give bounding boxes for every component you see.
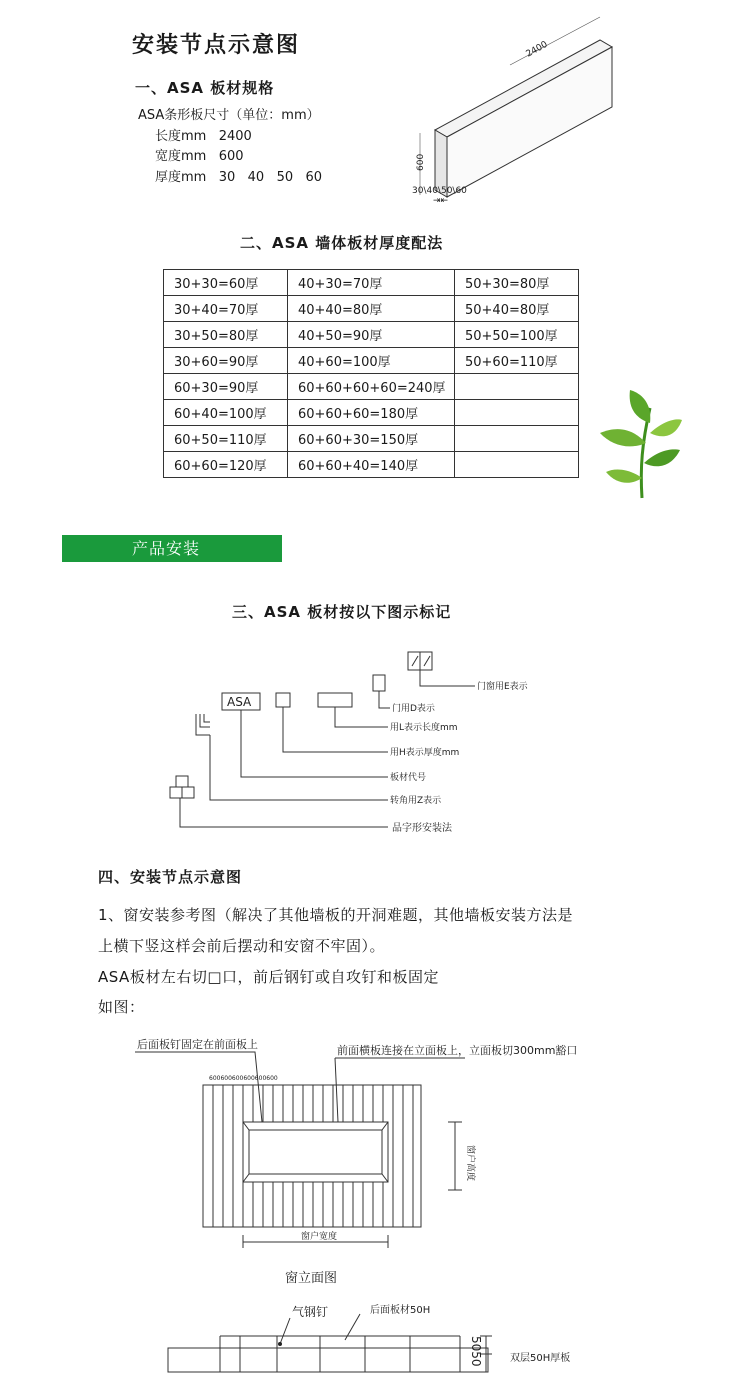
table-cell: 30+30=60厚: [164, 270, 288, 296]
window-caption: 窗立面图: [285, 1271, 338, 1286]
table-cell: 60+60+40=140厚: [288, 452, 455, 478]
section3-heading: 三、ASA 板材按以下图示标记: [232, 603, 452, 621]
table-row: [164, 374, 579, 400]
window-height-label: 窗户高度: [465, 1145, 475, 1182]
table-cell: 40+60=100厚: [288, 348, 455, 374]
table-row: [164, 426, 579, 452]
table-cell: 60+60+30=150厚: [288, 426, 455, 452]
annotation-h: 用H表示厚度mm: [390, 748, 460, 758]
table-cell: [455, 400, 579, 426]
spec-line-1: ASA条形板尺寸（单位：mm）: [138, 108, 320, 123]
table-cell: 60+50=110厚: [164, 426, 288, 452]
table-cell: 40+50=90厚: [288, 322, 455, 348]
label-back-50h: 后面板材50H: [370, 1305, 431, 1316]
table-cell: 40+40=80厚: [288, 296, 455, 322]
section4-heading: 四、安装节点示意图: [98, 868, 243, 886]
asa-box-label: ASA: [227, 695, 252, 709]
para-line-4: 如图：: [98, 998, 145, 1016]
para-line-2: 上横下竖这样会前后摆动和安窗不牢固）。: [98, 937, 386, 955]
marking-diagram: [160, 642, 560, 842]
label-nail: 气钢钉: [292, 1305, 329, 1319]
thickness-arrow-icon: ⇥⇤: [433, 196, 449, 206]
dims-top: 600600600600600600: [209, 1075, 278, 1082]
board-width-label: 600: [416, 153, 426, 171]
window-width-label: 窗户宽度: [301, 1232, 338, 1242]
section2-heading: 二、ASA 墙体板材厚度配法: [240, 234, 444, 252]
section-drawing: [160, 1296, 610, 1374]
para-line-1: 1、窗安装参考图（解决了其他墙板的开洞难题，其他墙板安装方法是: [98, 906, 574, 924]
label-double-50h: 双层50H厚板: [510, 1353, 571, 1364]
section1-heading: 一、ASA 板材规格: [135, 79, 275, 97]
label-front-panel: 前面横板连接在立面板上，立面板切300mm豁口: [337, 1044, 578, 1057]
table-cell: 30+40=70厚: [164, 296, 288, 322]
table-cell: 40+30=70厚: [288, 270, 455, 296]
table-row: [164, 400, 579, 426]
table-cell: 50+40=80厚: [455, 296, 579, 322]
annotation-pin: 品字形安装法: [392, 823, 452, 834]
spec-line-3: 宽度mm 600: [155, 149, 244, 164]
board-length-label: 2400: [524, 39, 550, 60]
table-cell: 60+60+60+60=240厚: [288, 374, 455, 400]
table-cell: 30+50=80厚: [164, 322, 288, 348]
table-cell: [455, 426, 579, 452]
table-row: [164, 270, 579, 296]
table-cell: 30+60=90厚: [164, 348, 288, 374]
leaf-icon: [592, 388, 684, 500]
board-sketch: [400, 15, 630, 215]
spec-line-2: 长度mm 2400: [155, 129, 252, 144]
table-cell: 50+60=110厚: [455, 348, 579, 374]
table-cell: 60+30=90厚: [164, 374, 288, 400]
spec-line-4: 厚度mm 30 40 50 60: [155, 170, 323, 185]
thickness-table: [163, 269, 579, 478]
annotation-l: 用L表示长度mm: [390, 723, 458, 733]
table-row: [164, 296, 579, 322]
table-row: [164, 322, 579, 348]
annotation-code: 板材代号: [390, 773, 427, 783]
window-elevation-drawing: [125, 1030, 605, 1300]
annotation-z: 转角用Z表示: [390, 796, 442, 806]
board-thickness-label: 30\40\50\60: [412, 186, 467, 196]
table-cell: [455, 374, 579, 400]
page-title: 安装节点示意图: [132, 33, 301, 58]
dim-5050: 5050: [469, 1336, 483, 1367]
table-cell: 60+40=100厚: [164, 400, 288, 426]
table-cell: 60+60=120厚: [164, 452, 288, 478]
table-cell: 50+30=80厚: [455, 270, 579, 296]
annotation-e: 门窗用E表示: [477, 682, 528, 692]
table-cell: 50+50=100厚: [455, 322, 579, 348]
table-cell: 60+60+60=180厚: [288, 400, 455, 426]
table-row: [164, 348, 579, 374]
product-install-bar: 产品安装: [62, 535, 282, 562]
label-back-panel: 后面板钉固定在前面板上: [137, 1038, 258, 1051]
table-row: [164, 452, 579, 478]
table-cell: [455, 452, 579, 478]
annotation-d: 门用D表示: [392, 704, 435, 714]
para-line-3: ASA板材左右切□口，前后钢钉或自攻钉和板固定: [98, 968, 439, 986]
